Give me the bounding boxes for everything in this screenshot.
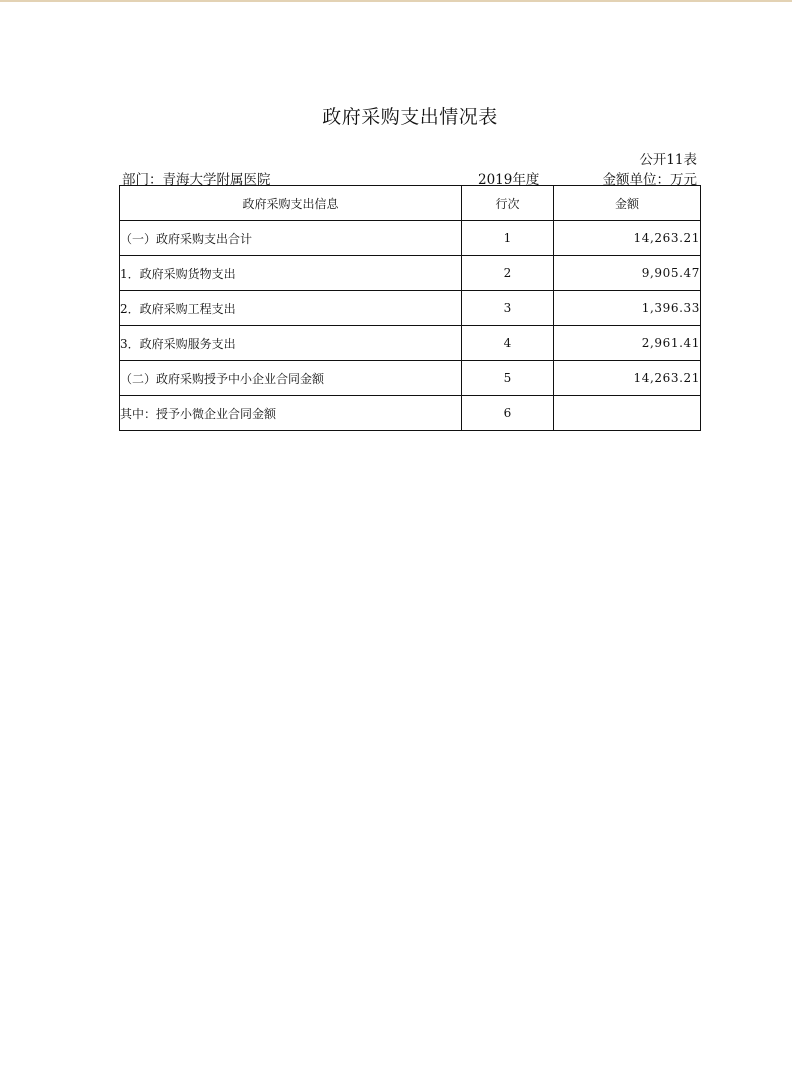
table-row xyxy=(120,256,701,291)
row-amount: 9,905.47 xyxy=(554,256,701,291)
row-amount: 1,396.33 xyxy=(554,291,701,326)
row-name: 2．政府采购工程支出 xyxy=(120,291,462,326)
table-header-row xyxy=(120,186,701,221)
table-row xyxy=(120,361,701,396)
currency-unit: 金额单位：万元 xyxy=(602,172,697,188)
department-label: 部门：青海大学附属医院 xyxy=(122,172,271,188)
row-amount: 14,263.21 xyxy=(554,221,701,256)
header-row-no: 行次 xyxy=(462,186,554,221)
header-amount: 金额 xyxy=(554,186,701,221)
row-number: 5 xyxy=(462,361,554,396)
top-border-line xyxy=(0,0,792,2)
row-number: 3 xyxy=(462,291,554,326)
table-row xyxy=(120,326,701,361)
row-name: （二）政府采购授予中小企业合同金额 xyxy=(120,361,462,396)
row-number: 2 xyxy=(462,256,554,291)
row-amount: 14,263.21 xyxy=(554,361,701,396)
row-name: 其中：授予小微企业合同金额 xyxy=(120,396,462,431)
row-number: 6 xyxy=(462,396,554,431)
fiscal-year: 2019年度 xyxy=(478,172,540,188)
row-name: 3．政府采购服务支出 xyxy=(120,326,462,361)
row-number: 4 xyxy=(462,326,554,361)
row-name: 1．政府采购货物支出 xyxy=(120,256,462,291)
procurement-table xyxy=(119,185,701,431)
page-title: 政府采购支出情况表 xyxy=(322,106,498,128)
table-row xyxy=(120,291,701,326)
row-name: （一）政府采购支出合计 xyxy=(120,221,462,256)
row-amount: 2,961.41 xyxy=(554,326,701,361)
table-number: 公开11表 xyxy=(639,152,697,168)
header-info: 政府采购支出信息 xyxy=(120,186,462,221)
table-row xyxy=(120,396,701,431)
row-amount xyxy=(554,396,701,431)
row-number: 1 xyxy=(462,221,554,256)
table-row xyxy=(120,221,701,256)
